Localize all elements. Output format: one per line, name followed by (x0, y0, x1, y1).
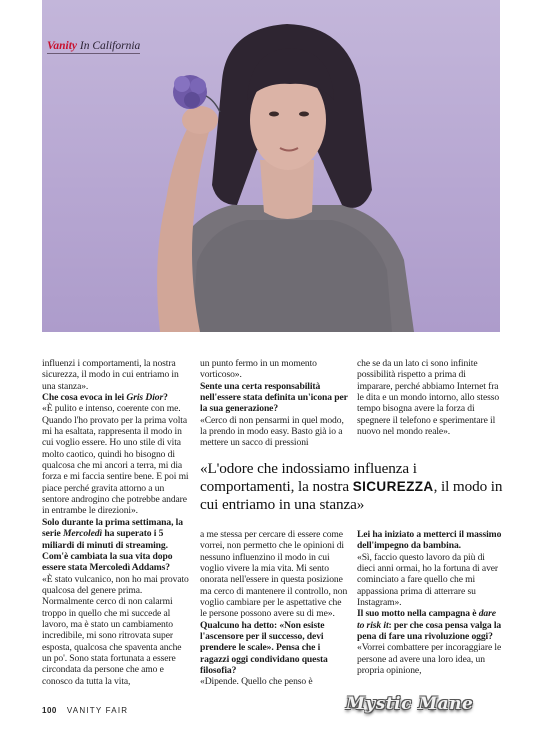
page-footer (42, 706, 128, 715)
interview-question: Solo durante la prima settimana, la serie Mercoledì ha superato i 5 miliardi di minuti di streaming. Com'è cambiata la sua vita dopo essere stata Mercoledì Addams? (42, 516, 183, 574)
column-1 (42, 358, 192, 687)
pull-quote-end: , il modo in cui entriamo in una stanza» (200, 478, 503, 513)
magazine-name: VANITY FAIR (66, 706, 129, 715)
pull-quote (200, 460, 505, 514)
interview-answer: «Sì, faccio questo lavoro da più di dieci anni ormai, ho la fortuna di aver cominciato a fare quello che mi appassiona prima di atterrare su Instagram». (357, 551, 499, 609)
interview-answer: «È pulito e intenso, coerente con me. Quando l'ho provato per la prima volta mi ha esaltata, rappresenta il modo in cui voglio essere. Ho uno stile di vita molto caotico, quindi ho bisogno di qualcosa che mi ancori a terra, mi dia forza e mi faccia sentire bene. E poi mi piace perché gravita attorno a un sentore androgino che potrebbe andare in entrambe le direzioni». (42, 403, 189, 517)
column-2 (200, 358, 350, 449)
interview-answer: un punto fermo in un momento vorticoso». (200, 358, 317, 381)
interview-answer: «È stato vulcanico, non ho mai provato qualcosa del genere prima. Normalmente cerco di non calarmi troppo in quello che mi succede al lavoro, ma è stato un cambiamento incredibile, mi sono ritrovata super esposta, qualcosa che spaventa anche un po'. Sono stata fortunata a essere circondata da persone che amo e conosco da tutta la vita, (42, 573, 189, 687)
watermark: Mystic Mane (346, 694, 474, 714)
interview-question: Sente una certa responsabilità nell'essere stata definita un'icona per la sua generazione? (200, 380, 348, 415)
interview-answer: «Vorrei combattere per incoraggiare le persone ad avere una loro idea, un propria opinione, (357, 642, 502, 677)
interview-answer: che se da un lato ci sono infinite possibilità rispetto a prima di imparare, perché abbiamo Internet fra le dita e un mondo intorno, allo stesso tempo bisogna avere la forza di spegnere il telefono e sperimentare il nuovo nel mondo reale». (357, 358, 500, 438)
column-5 (357, 529, 502, 676)
interview-question: Il suo motto nella campagna è dare to risk it: per che cosa pensa valga la pena di fare una rivoluzione oggi? (357, 608, 502, 643)
pull-quote-start: «L'odore che indossiamo influenza i comportamenti, la nostra (200, 460, 417, 495)
column-3 (357, 358, 502, 437)
section-label (47, 40, 140, 54)
section-brand: Vanity (47, 40, 78, 52)
page-number: 100 (42, 706, 57, 715)
interview-answer: influenzi i comportamenti, la nostra sicurezza, il modo in cui entriamo in una stanza». (42, 358, 179, 392)
column-4 (200, 529, 350, 688)
pull-quote-emphasis: SICUREZZA (352, 479, 434, 494)
interview-question: Qualcuno ha detto: «Non esiste l'ascensore per il successo, devi prendere le scale». Pensa che i ragazzi oggi condividano questa filosofia? (200, 619, 328, 677)
interview-question: Lei ha iniziato a metterci il massimo dell'impegno da bambina. (357, 529, 502, 552)
interview-question: Che cosa evoca in lei Gris Dior? (42, 392, 168, 404)
interview-answer: a me stessa per cercare di essere come vorrei, non permetto che le opinioni di nessuno influenzino il modo in cui voglio vivere la mia vita. Mi sento onorata nell'essere in questa posizione ma cerco di mantenere il controllo, non voglio cambiare per le aspettative che le persone possono avere su di me». (200, 529, 348, 620)
section-title: In California (79, 40, 141, 52)
interview-answer: «Cerco di non pensarmi in quel modo, la prendo in modo easy. Basto già io a mettere un sacco di pressioni (200, 414, 344, 449)
interview-answer: «Dipende. Quello che penso è (200, 676, 313, 688)
